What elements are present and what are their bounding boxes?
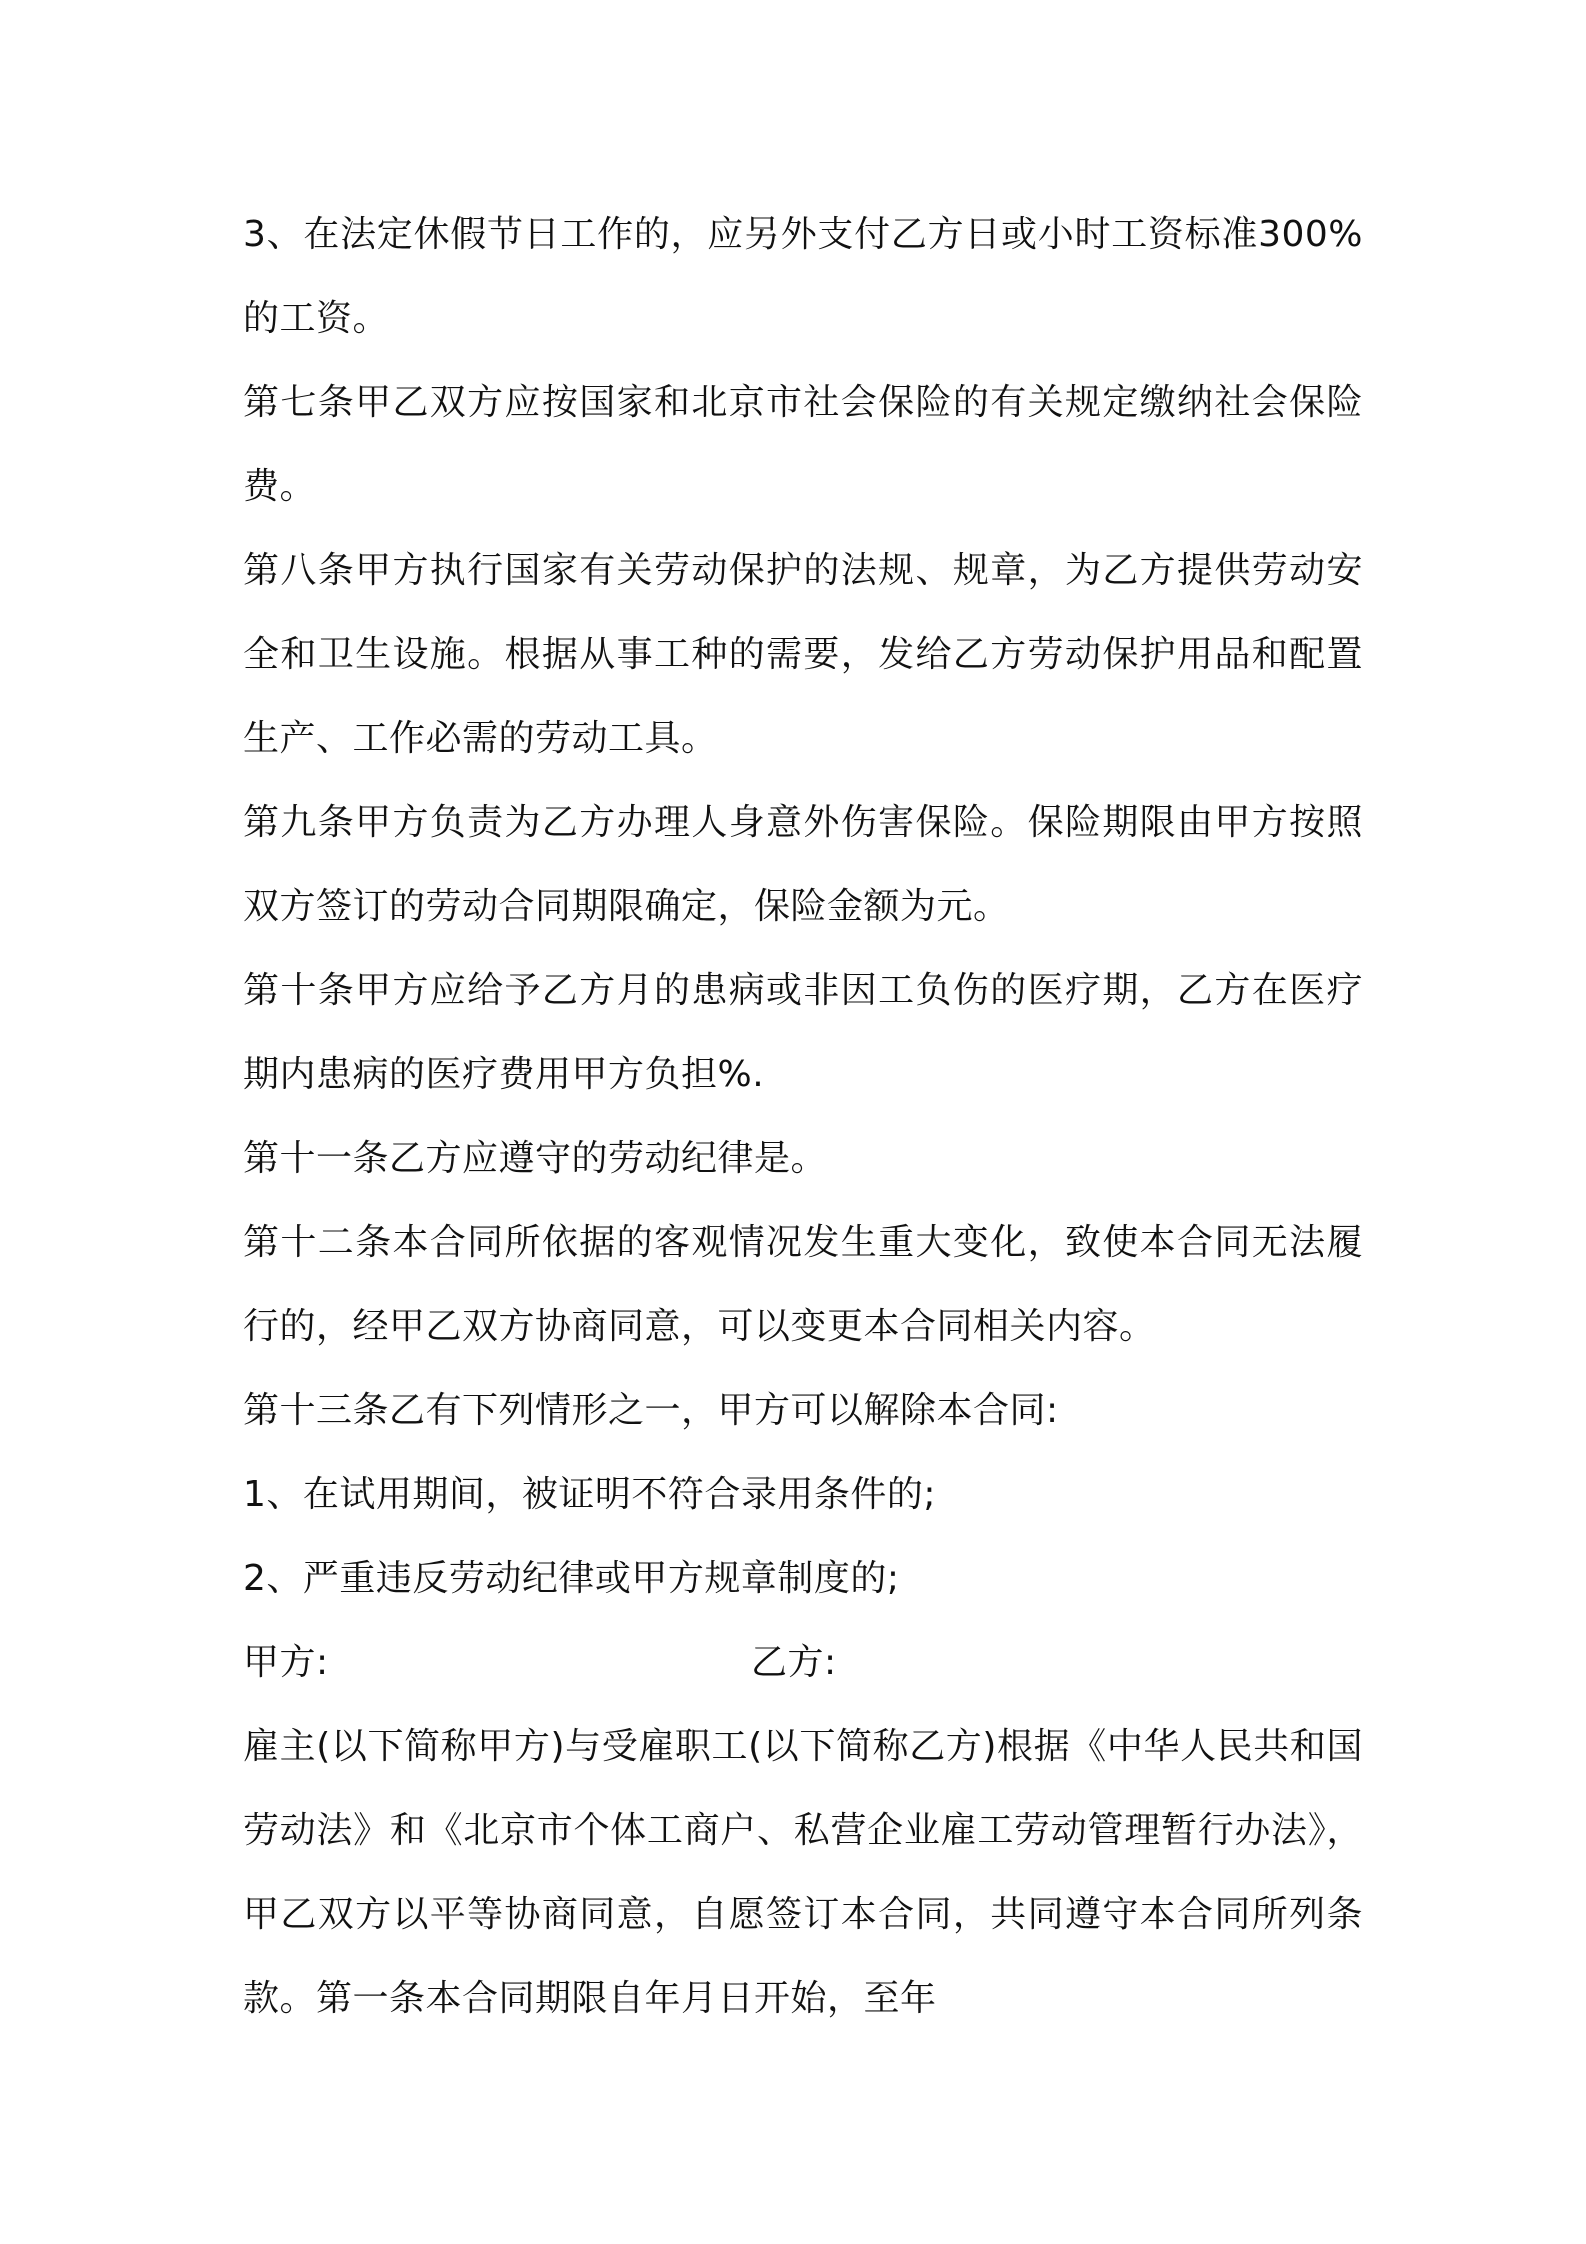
paragraph-article-9: 第九条甲方负责为乙方办理人身意外伤害保险。保险期限由甲方按照双方签订的劳动合同期限确定，保险金额为元。 [243, 802, 1363, 927]
paragraph-article-8: 第八条甲方执行国家有关劳动保护的法规、规章，为乙方提供劳动安全和卫生设施。根据从事工种的需要，发给乙方劳动保护用品和配置生产、工作必需的劳动工具。 [243, 550, 1363, 759]
paragraph-preamble: 雇主(以下简称甲方)与受雇职工(以下简称乙方)根据《中华人民共和国劳动法》和《北京市个体工商户、私营企业雇工劳动管理暂行办法》，甲乙双方以平等协商同意，自愿签订本合同，共同遵守本合同所列条款。第一条本合同期限自年月日开始，至年 [243, 1726, 1363, 2019]
paragraph-article-13: 第十三条乙有下列情形之一，甲方可以解除本合同: [243, 1390, 1059, 1431]
paragraph-article-11: 第十一条乙方应遵守的劳动纪律是。 [243, 1138, 828, 1179]
paragraph-article-12: 第十二条本合同所依据的客观情况发生重大变化，致使本合同无法履行的，经甲乙双方协商同意，可以变更本合同相关内容。 [243, 1222, 1363, 1347]
paragraph-article-10: 第十条甲方应给予乙方月的患病或非因工负伤的医疗期，乙方在医疗期内患病的医疗费用甲方负担%. [243, 970, 1363, 1095]
list-item-discipline: 2、严重违反劳动纪律或甲方规章制度的; [243, 1558, 900, 1599]
party-b-label: 乙方: [751, 1642, 837, 1683]
paragraph-overtime-holiday: 3、在法定休假节日工作的，应另外支付乙方日或小时工资标准300%的工资。 [243, 214, 1363, 339]
party-a-label: 甲方: [243, 1642, 329, 1683]
paragraph-article-7: 第七条甲乙双方应按国家和北京市社会保险的有关规定缴纳社会保险费。 [243, 382, 1363, 507]
signature-row [243, 1621, 1363, 1705]
document-body [243, 193, 1363, 2041]
list-item-probation: 1、在试用期间，被证明不符合录用条件的; [243, 1474, 937, 1515]
